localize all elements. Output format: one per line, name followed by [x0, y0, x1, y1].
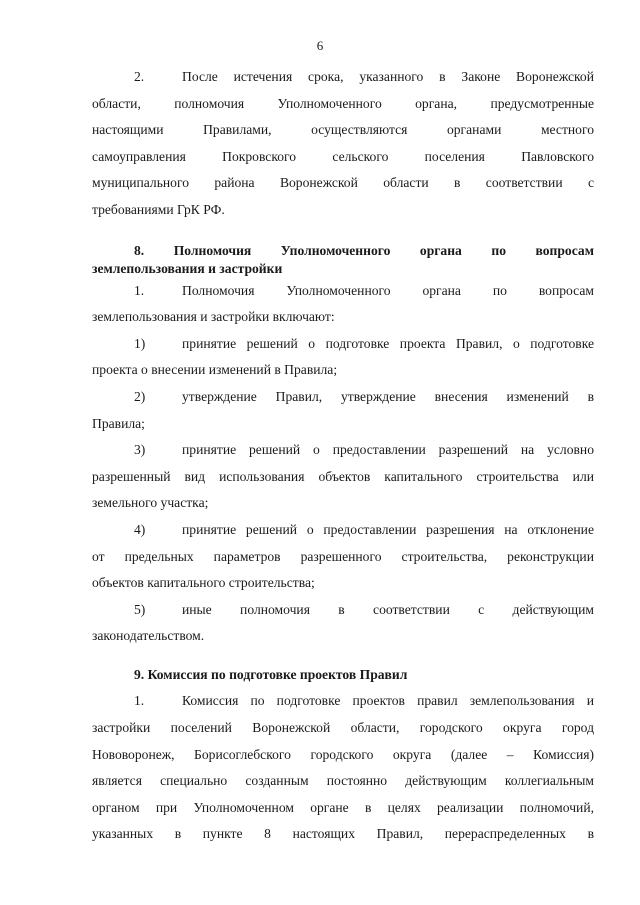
list-number: 4)	[134, 521, 146, 537]
text-line: землепользования и застройки включают:	[92, 309, 335, 325]
text-line: Правила;	[92, 415, 145, 431]
page-number: 6	[316, 38, 324, 53]
text-line: земельного участка;	[92, 495, 209, 511]
text-line: проекта о внесении изменений в Правила;	[92, 362, 338, 378]
text-line: самоуправления Покровского сельского поселения Павловского	[92, 148, 594, 164]
list-text: принятие решений о предоставлении разрешений на условно	[182, 442, 594, 458]
text-line: требованиями ГрК РФ.	[92, 201, 225, 217]
text-line: органом при Уполномоченном органе в целях реализации полномочий,	[92, 799, 594, 815]
list-text: принятие решений о предоставлении разрешения на отклонение	[182, 521, 594, 537]
section-8-heading-cont: землепользования и застройки	[92, 260, 283, 276]
paragraph-text: Комиссия по подготовке проектов правил землепользования и	[182, 693, 594, 709]
text-line: разрешенный вид использования объектов капитального строительства или	[92, 468, 594, 484]
paragraph-text: Полномочия Уполномоченного органа по вопросам	[182, 282, 594, 298]
list-item-5	[92, 597, 594, 624]
text-line: застройки поселений Воронежской области, городского округа город	[92, 720, 594, 736]
section-8-heading: 8. Полномочия Уполномоченного органа по вопросам	[134, 242, 594, 258]
text-line: Нововоронеж, Борисоглебского городского округа (далее – Комиссия)	[92, 746, 594, 762]
list-number: 1)	[134, 335, 146, 351]
list-text: утверждение Правил, утверждение внесения изменений в	[182, 388, 594, 404]
list-item-2	[92, 384, 594, 411]
paragraph-number: 2.	[134, 69, 145, 84]
document-body	[92, 64, 594, 848]
list-number: 5)	[134, 601, 146, 617]
text-line: области, полномочия Уполномоченного органа, предусмотренные	[92, 95, 594, 111]
paragraph-text: После истечения срока, указанного в Законе Воронежской	[182, 69, 594, 84]
text-line: объектов капитального строительства;	[92, 575, 315, 591]
list-item-1	[92, 331, 594, 358]
list-item-3	[92, 437, 594, 464]
list-item-4	[92, 517, 594, 544]
text-line: законодательством.	[92, 628, 205, 644]
section-9-paragraph-1	[92, 688, 594, 715]
text-line: от предельных параметров разрешенного строительства, реконструкции	[92, 548, 594, 564]
section-8-paragraph-1	[92, 278, 594, 305]
list-text: принятие решений о подготовке проекта Правил, о подготовке	[182, 335, 594, 351]
section-9-heading: 9. Комиссия по подготовке проектов Правил	[134, 666, 408, 682]
paragraph-number: 1.	[134, 693, 145, 709]
list-number: 2)	[134, 388, 146, 404]
paragraph-2-first-line	[92, 64, 594, 91]
text-line: является специально созданным постоянно действующим коллегиальным	[92, 773, 594, 789]
text-line: настоящими Правилами, осуществляются органами местного	[92, 122, 594, 138]
list-text: иные полномочия в соответствии с действующим	[182, 601, 594, 617]
text-line: указанных в пункте 8 настоящих Правил, перераспределенных в	[92, 826, 594, 842]
list-number: 3)	[134, 442, 146, 458]
text-line: муниципального района Воронежской области в соответствии с	[92, 175, 594, 191]
paragraph-number: 1.	[134, 282, 145, 298]
